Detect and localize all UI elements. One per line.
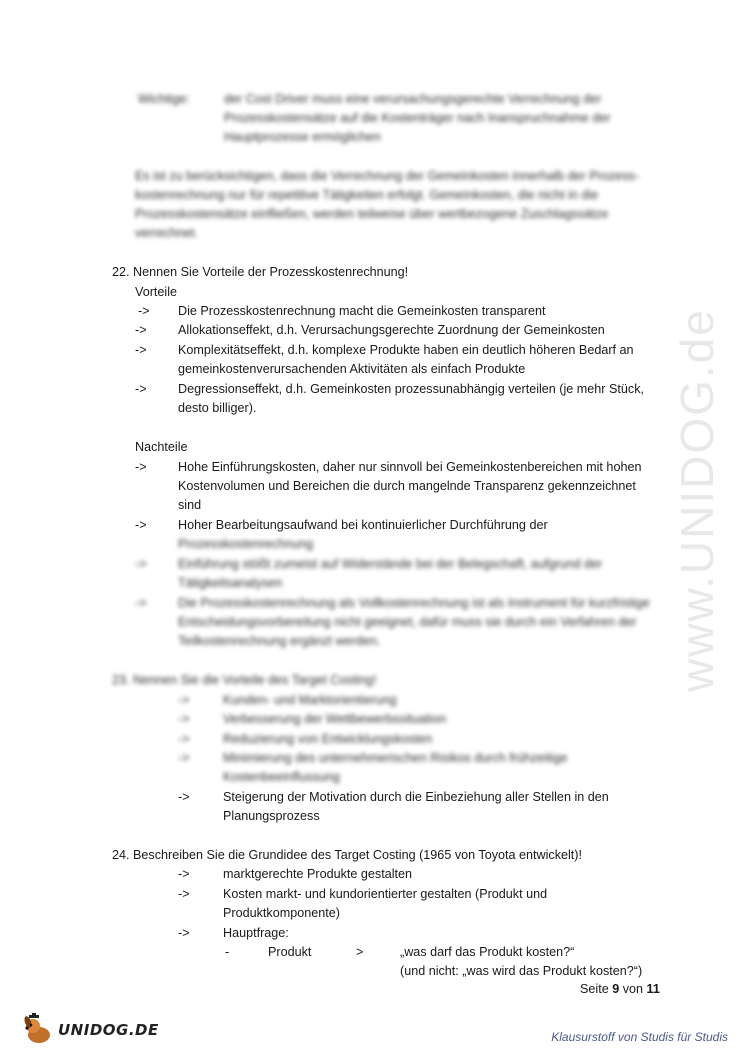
nachteil-item: Kostenvolumen und Bereichen die durch mangelnde Transparenz gekennzeichnet [178, 479, 636, 493]
grundidee-item: Kosten markt- und kundorientierter gestalten (Produkt und [223, 887, 548, 901]
target-costing-advantage: Kostenbeeinflussung [223, 770, 340, 784]
grundidee-item: Produktkomponente) [223, 906, 340, 920]
vorteil-item: Degressionseffekt, d.h. Gemeinkosten prozessunabhängig verteilen (je mehr Stück, [178, 382, 644, 396]
nachteil-item-blurred: Einführung stößt zumeist auf Widerstände bei der Belegschaft, aufgrund der [178, 557, 603, 571]
question-23-heading: 23. Nennen Sie die Vorteile des Target Costing! [112, 673, 377, 687]
question-24-heading: 24. Beschreiben Sie die Grundidee des Target Costing (1965 von Toyota entwickelt)! [112, 848, 582, 862]
intro-paragraph-line: verrechnet. [135, 226, 198, 240]
list-arrow: -> [178, 790, 190, 804]
nachteile-label: Nachteile [135, 440, 188, 454]
list-arrow: -> [178, 732, 190, 746]
nachteil-item-blurred: Teilkostenrechnung ergänzt werden. [178, 634, 381, 648]
intro-line: Prozesskostensätze auf die Kostenträger nach Inanspruchnahme der [224, 111, 611, 125]
list-arrow: -> [178, 751, 190, 765]
intro-label: Wichtige: [138, 92, 190, 106]
nachteil-item-blurred: Prozesskostenrechnung [178, 537, 314, 551]
sub-arrow: > [356, 945, 364, 959]
intro-paragraph-line: Prozesskostensätze einfließen, werden teilweise über wertbezogene Zuschlagssätze [135, 207, 609, 221]
list-arrow: -> [178, 693, 190, 707]
list-arrow: -> [135, 518, 147, 532]
question-22-heading: 22. Nennen Sie Vorteile der Prozesskostenrechnung! [112, 265, 409, 279]
list-arrow: -> [135, 460, 147, 474]
nachteil-item-blurred: Tätigkeitsanalysen [178, 576, 283, 590]
list-arrow: -> [135, 323, 147, 337]
list-arrow: -> [135, 596, 147, 610]
list-arrow: -> [178, 887, 190, 901]
nachteil-item-blurred: Entscheidungsvorbereitung nicht geeignet, dafür muss sie durch ein Verfahren der [178, 615, 637, 629]
vorteile-label: Vorteile [135, 285, 178, 299]
target-costing-advantage: Reduzierung von Entwicklungskosten [223, 732, 433, 746]
vorteil-item: gemeinkostenverursachenden Aktivitäten als einfach Produkte [178, 362, 526, 376]
intro-line: Hauptprozesse ermöglichen [224, 130, 381, 144]
intro-paragraph-line: kostenrechnung nur für repetitive Tätigkeiten erfolgt. Gemeinkosten, die nicht in die [135, 188, 599, 202]
grundidee-item: marktgerechte Produkte gestalten [223, 867, 413, 881]
vorteil-item: Die Prozesskostenrechnung macht die Gemeinkosten transparent [178, 304, 546, 318]
target-costing-advantage: Planungsprozess [223, 809, 320, 823]
intro-line: der Cost Driver muss eine verursachungsgerechte Verrechnung der [224, 92, 602, 106]
sub-label-produkt: Produkt [268, 945, 312, 959]
list-arrow: -> [178, 867, 190, 881]
list-arrow: -> [135, 382, 147, 396]
page-mid: von [622, 982, 644, 996]
dog-icon [22, 1013, 56, 1047]
grundidee-item: Hauptfrage: [223, 926, 289, 940]
target-costing-advantage: Kunden- und Marktorientierung [223, 693, 397, 707]
vorteil-item: desto billiger). [178, 401, 257, 415]
list-arrow: -> [135, 343, 147, 357]
sub-question-2: (und nicht: „was wird das Produkt kosten?“) [400, 964, 643, 978]
target-costing-advantage: Minimierung des unternehmerischen Risikos durch frühzeitige [223, 751, 568, 765]
list-arrow: -> [178, 926, 190, 940]
nachteil-item: sind [178, 498, 202, 512]
page-total: 11 [646, 982, 660, 996]
sub-question-1: „was darf das Produkt kosten?“ [400, 945, 575, 959]
page-current: 9 [612, 982, 620, 996]
footer-tagline: Klausurstoff von Studis für Studis [551, 1030, 728, 1044]
vorteil-item: Komplexitätseffekt, d.h. komplexe Produkte haben ein deutlich höheren Bedarf an [178, 343, 634, 357]
watermark: www.UNIDOG.de [671, 308, 723, 692]
unidog-logo [22, 1012, 159, 1048]
list-arrow: -> [178, 712, 190, 726]
page-prefix: Seite [580, 982, 609, 996]
nachteil-item: Hoher Bearbeitungsaufwand bei kontinuierlicher Durchführung der [178, 518, 548, 532]
target-costing-advantage: Steigerung der Motivation durch die Einbeziehung aller Stellen in den [223, 790, 609, 804]
target-costing-advantage: Verbesserung der Wettbewerbssituation [223, 712, 447, 726]
vorteil-item: Allokationseffekt, d.h. Verursachungsgerechte Zuordnung der Gemeinkosten [178, 323, 605, 337]
logo-text: UNIDOG.DE [58, 1021, 159, 1039]
nachteil-item: Hohe Einführungskosten, daher nur sinnvoll bei Gemeinkostenbereichen mit hohen [178, 460, 642, 474]
list-arrow: -> [135, 557, 147, 571]
sub-dash: - [225, 945, 230, 959]
intro-paragraph-line: Es ist zu berücksichtigen, dass die Verrechnung der Gemeinkosten innerhalb der Prozess- [135, 169, 640, 183]
list-arrow: -> [138, 304, 150, 318]
nachteil-item-blurred: Die Prozesskostenrechnung als Vollkostenrechnung ist als Instrument für kurzfristige [178, 596, 650, 610]
page-number [580, 982, 660, 996]
